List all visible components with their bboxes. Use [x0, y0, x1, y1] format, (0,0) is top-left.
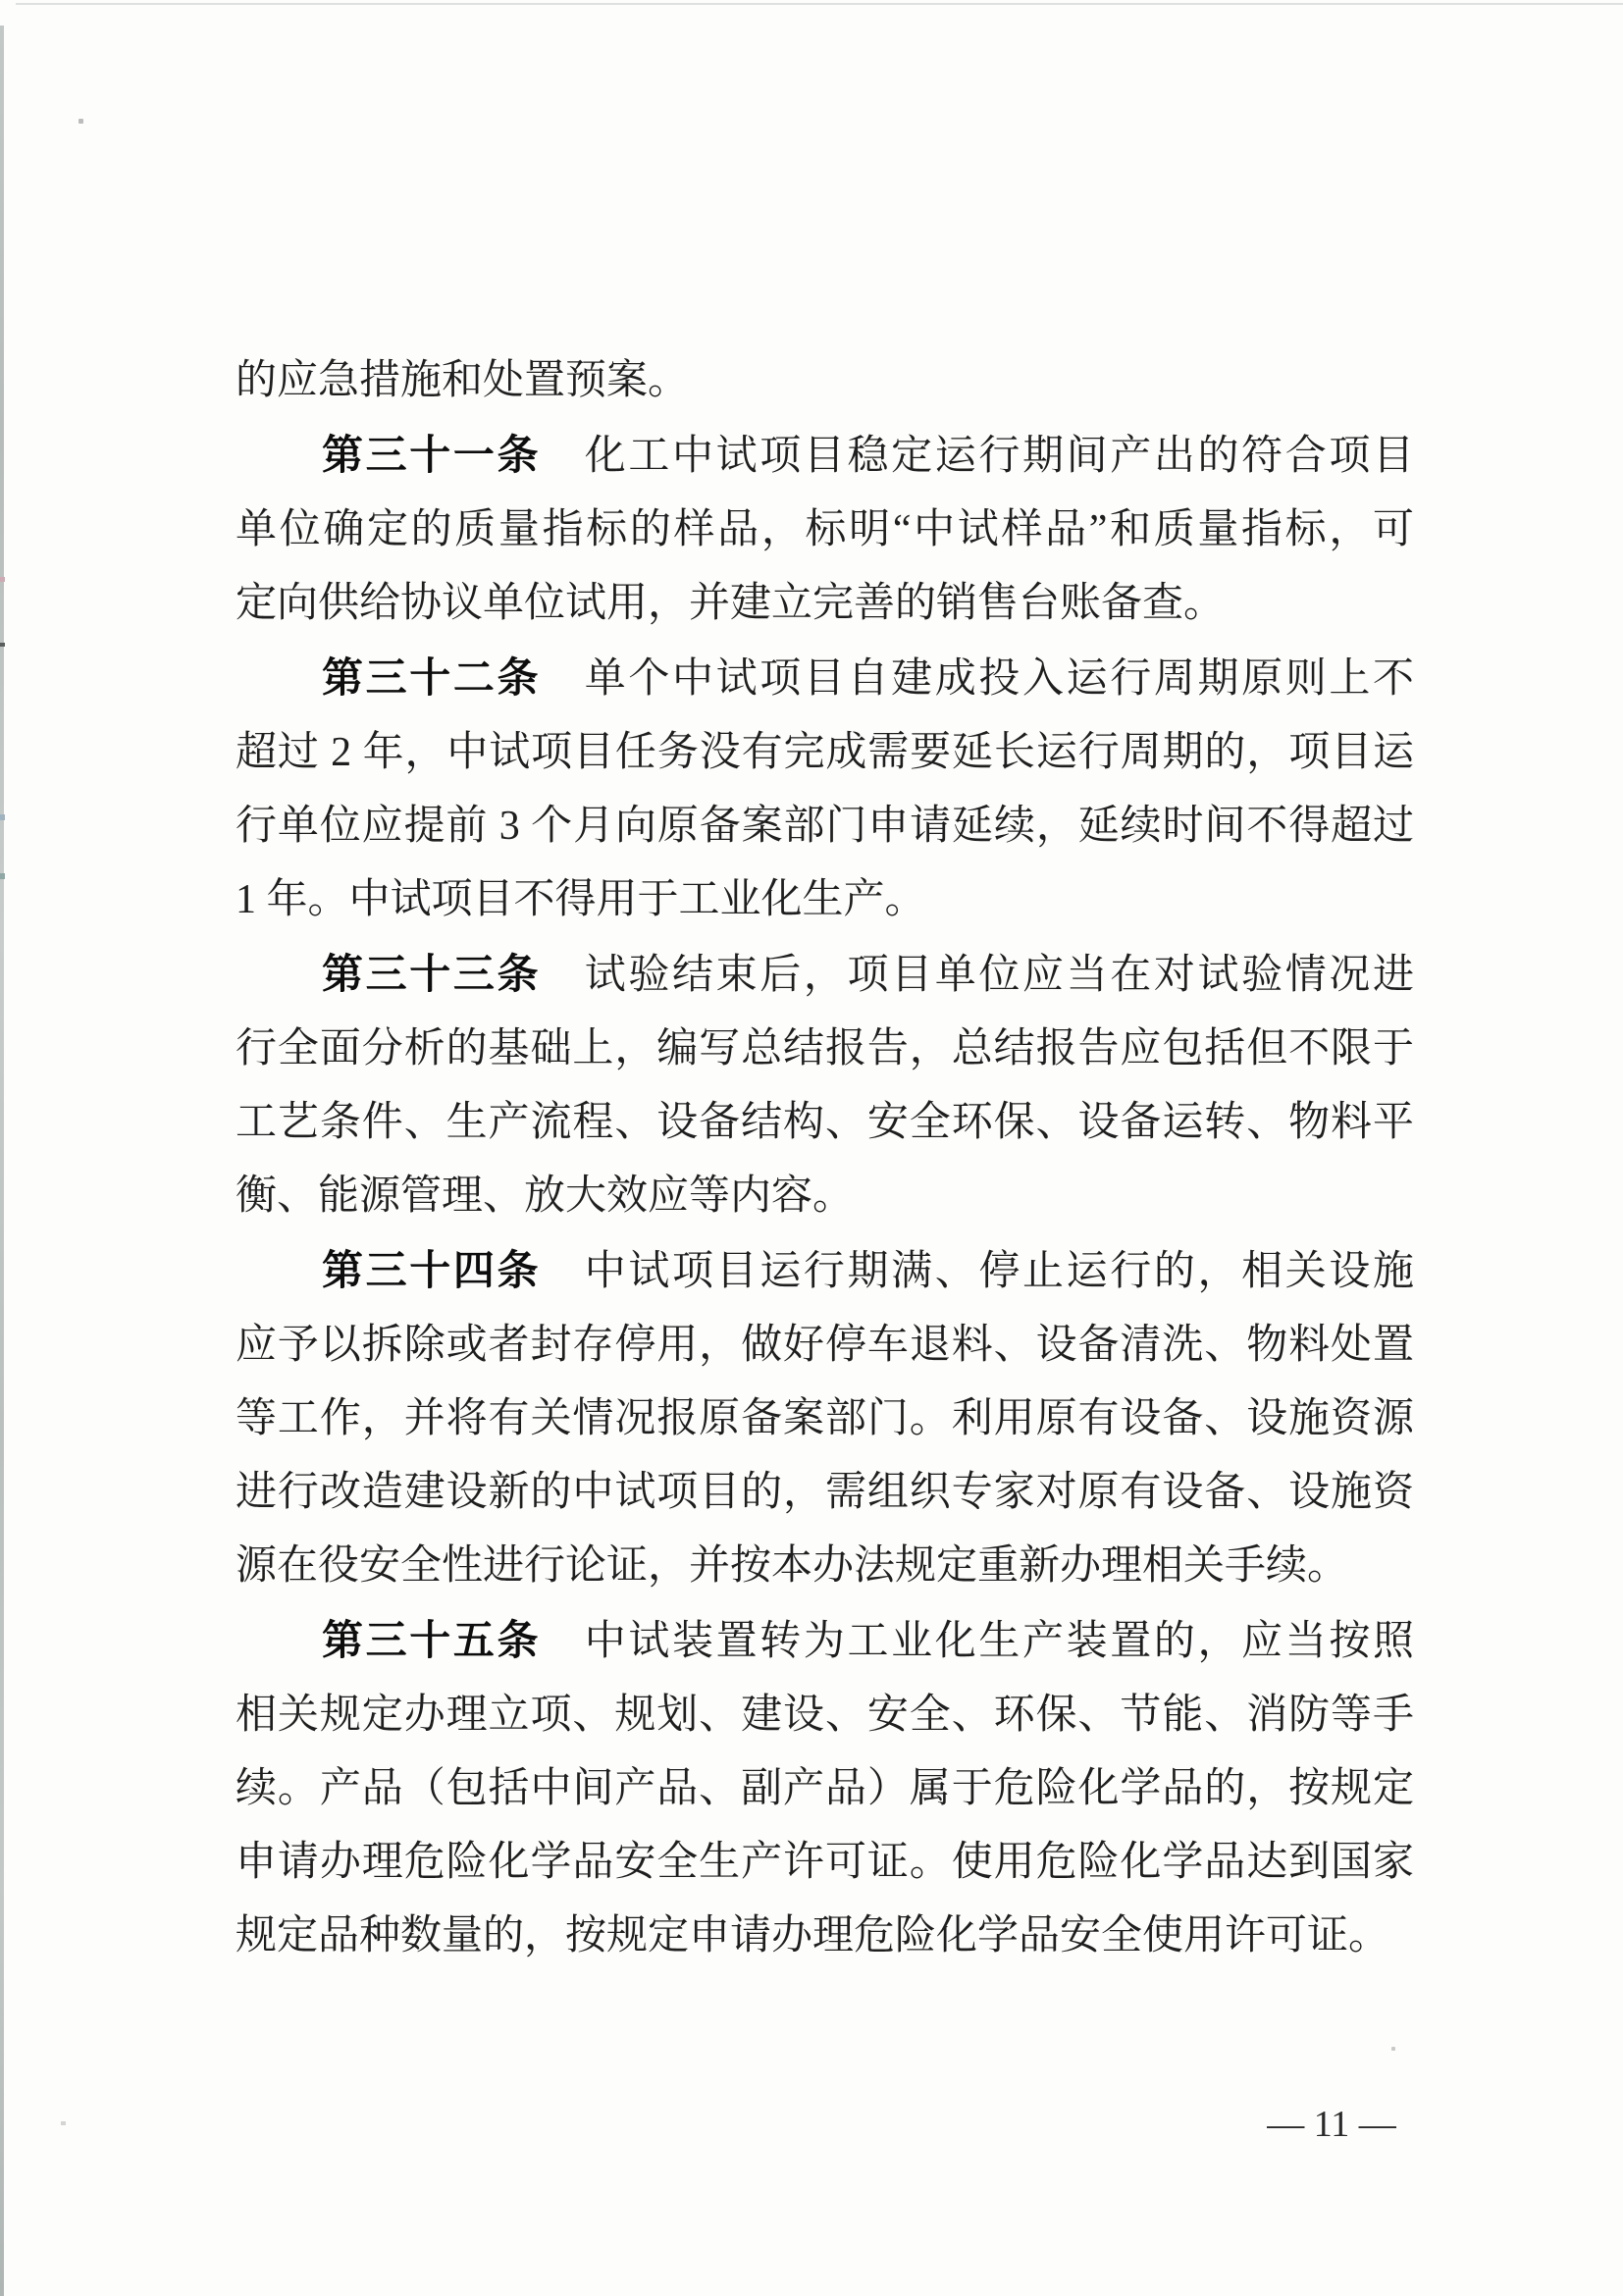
text-line: 1 年。中试项目不得用于工业化生产。: [236, 877, 926, 922]
text-line: 第三十三条 试验结束后，项目单位应当在对试验情况进: [322, 951, 1414, 998]
scan-speck: [61, 2121, 66, 2125]
article-paragraph: [236, 1233, 1414, 1603]
text-line: 进行改造建设新的中试项目的，需组织专家对原有设备、设施资: [236, 1470, 1414, 1515]
text-line: 行单位应提前 3 个月向原备案部门申请延续，延续时间不得超过: [236, 804, 1414, 849]
page-number: — 11 —: [1267, 2104, 1396, 2145]
scan-top-edge-line: [16, 3, 1623, 5]
text-line: 的应急措施和处置预案。: [236, 358, 690, 403]
text-line: 第三十一条 化工中试项目稳定运行期间产出的符合项目: [322, 432, 1414, 479]
scan-edge-mark: [0, 873, 5, 879]
document-body: [236, 344, 1414, 1973]
scan-edge-mark: [0, 814, 5, 820]
article-number-label: 第三十三条: [322, 951, 542, 997]
text-line: 衡、能源管理、放大效应等内容。: [236, 1174, 855, 1219]
text-line: 应予以拆除或者封存停用，做好停车退料、设备清洗、物料处置: [236, 1323, 1414, 1368]
article-paragraph: [236, 641, 1414, 937]
text-line: 定向供给协议单位试用，并建立完善的销售台账备查。: [236, 581, 1226, 626]
article-number-label: 第三十五条: [322, 1617, 542, 1663]
scan-edge-mark: [0, 643, 5, 647]
continuation-paragraph: [236, 344, 1414, 418]
text-line: 相关规定办理立项、规划、建设、安全、环保、节能、消防等手: [236, 1693, 1414, 1738]
scan-speck: [79, 119, 83, 124]
article-paragraph: [236, 937, 1414, 1233]
text-line: 续。产品（包括中间产品、副产品）属于危险化学品的，按规定: [236, 1766, 1414, 1811]
text-line: 规定品种数量的，按规定申请办理危险化学品安全使用许可证。: [236, 1913, 1390, 1958]
text-line: 第三十四条 中试项目运行期满、停止运行的，相关设施: [322, 1247, 1414, 1294]
text-line: 超过 2 年，中试项目任务没有完成需要延长运行周期的，项目运: [236, 730, 1414, 775]
scan-edge-mark: [0, 577, 5, 582]
text-line: 单位确定的质量指标的样品，标明“中试样品”和质量指标，可: [236, 507, 1414, 552]
scan-left-edge-strip: [0, 26, 4, 2296]
scan-speck: [1391, 2047, 1395, 2051]
article-paragraph: [236, 418, 1414, 641]
article-number-label: 第三十一条: [322, 432, 542, 478]
text-line: 第三十二条 单个中试项目自建成投入运行周期原则上不: [322, 654, 1414, 702]
text-line: 等工作，并将有关情况报原备案部门。利用原有设备、设施资源: [236, 1396, 1414, 1441]
text-line: 行全面分析的基础上，编写总结报告，总结报告应包括但不限于: [236, 1026, 1414, 1071]
text-line: 申请办理危险化学品安全生产许可证。使用危险化学品达到国家: [236, 1840, 1414, 1885]
article-paragraph: [236, 1603, 1414, 1973]
text-line: 工艺条件、生产流程、设备结构、安全环保、设备运转、物料平: [236, 1100, 1414, 1145]
article-number-label: 第三十二条: [322, 654, 542, 701]
article-number-label: 第三十四条: [322, 1247, 542, 1293]
text-line: 源在役安全性进行论证，并按本办法规定重新办理相关手续。: [236, 1543, 1349, 1589]
text-line: 第三十五条 中试装置转为工业化生产装置的，应当按照: [322, 1617, 1414, 1664]
